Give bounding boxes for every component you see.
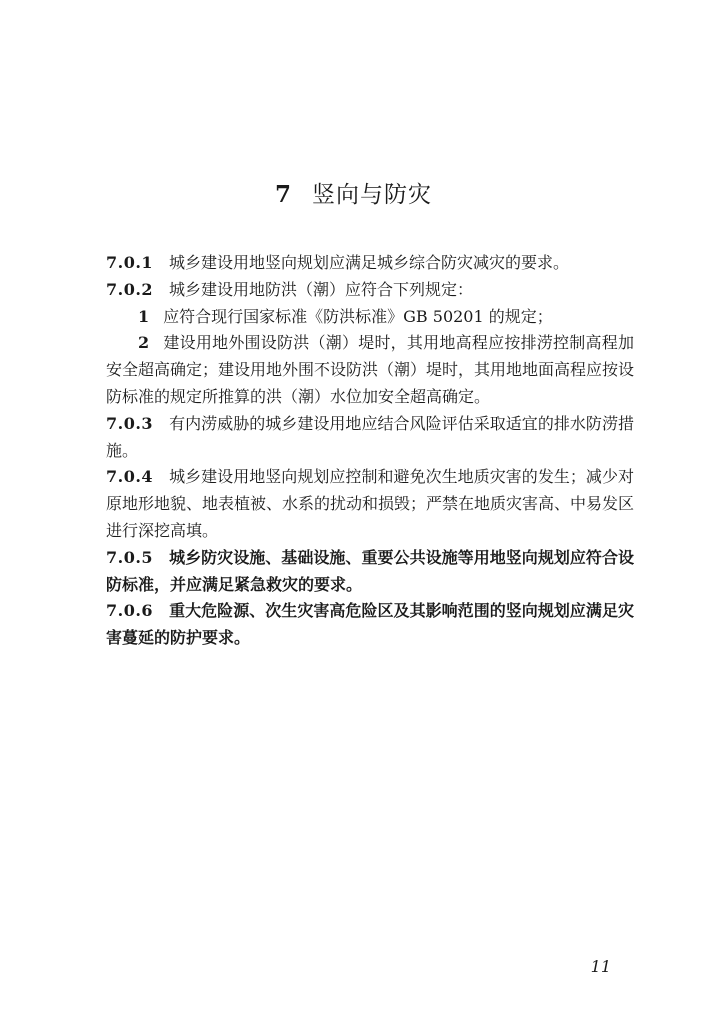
clause-number: 7.0.5 xyxy=(106,547,154,567)
page-number: 11 xyxy=(590,957,611,976)
clause-7-0-2-item-1 xyxy=(106,304,634,331)
item-number: 1 xyxy=(138,306,150,326)
clause-text: 城乡建设用地防洪（潮）应符合下列规定： xyxy=(169,279,474,299)
clause-text: 重大危险源、次生灾害高危险区及其影响范围的竖向规划应满足灾害蔓延的防护要求。 xyxy=(106,601,634,648)
chapter-title-text: 竖向与防灾 xyxy=(312,182,432,208)
clause-7-0-5 xyxy=(106,545,634,599)
item-text: 建设用地外围设防洪（潮）堤时，其用地高程应按排涝控制高程加安全超高确定；建设用地外围不设防洪（潮）堤时，其用地地面高程应按设防标准的规定所推算的洪（潮）水位加安全超高确定。 xyxy=(106,333,635,406)
clause-7-0-3 xyxy=(106,411,634,465)
item-number: 2 xyxy=(138,333,150,353)
clauses-body xyxy=(106,250,634,652)
chapter-number: 7 xyxy=(274,181,292,208)
clause-7-0-1 xyxy=(106,250,634,277)
clause-text: 城乡建设用地竖向规划应满足城乡综合防灾减灾的要求。 xyxy=(169,253,570,272)
clause-7-0-2 xyxy=(106,277,634,304)
clause-number: 7.0.3 xyxy=(106,413,154,433)
clause-7-0-2-item-2 xyxy=(106,330,634,410)
item-text: 应符合现行国家标准《防洪标准》GB 50201 的规定； xyxy=(163,306,553,326)
clause-text: 城乡建设用地竖向规划应控制和避免次生地质灾害的发生；减少对原地形地貌、地表植被、水系的扰动和损毁；严禁在地质灾害高、中易发区进行深挖高填。 xyxy=(106,467,635,540)
clause-number: 7.0.2 xyxy=(106,279,154,299)
clause-text: 城乡防灾设施、基础设施、重要公共设施等用地竖向规划应符合设防标准，并应满足紧急救灾的要求。 xyxy=(106,547,634,594)
clause-number: 7.0.6 xyxy=(106,601,154,621)
clause-number: 7.0.1 xyxy=(106,253,154,272)
clause-7-0-4 xyxy=(106,464,634,544)
clause-number: 7.0.4 xyxy=(106,467,154,487)
clause-7-0-6 xyxy=(106,598,634,652)
clause-text: 有内涝威胁的城乡建设用地应结合风险评估采取适宜的排水防涝措施。 xyxy=(106,413,634,460)
chapter-title xyxy=(0,176,707,209)
